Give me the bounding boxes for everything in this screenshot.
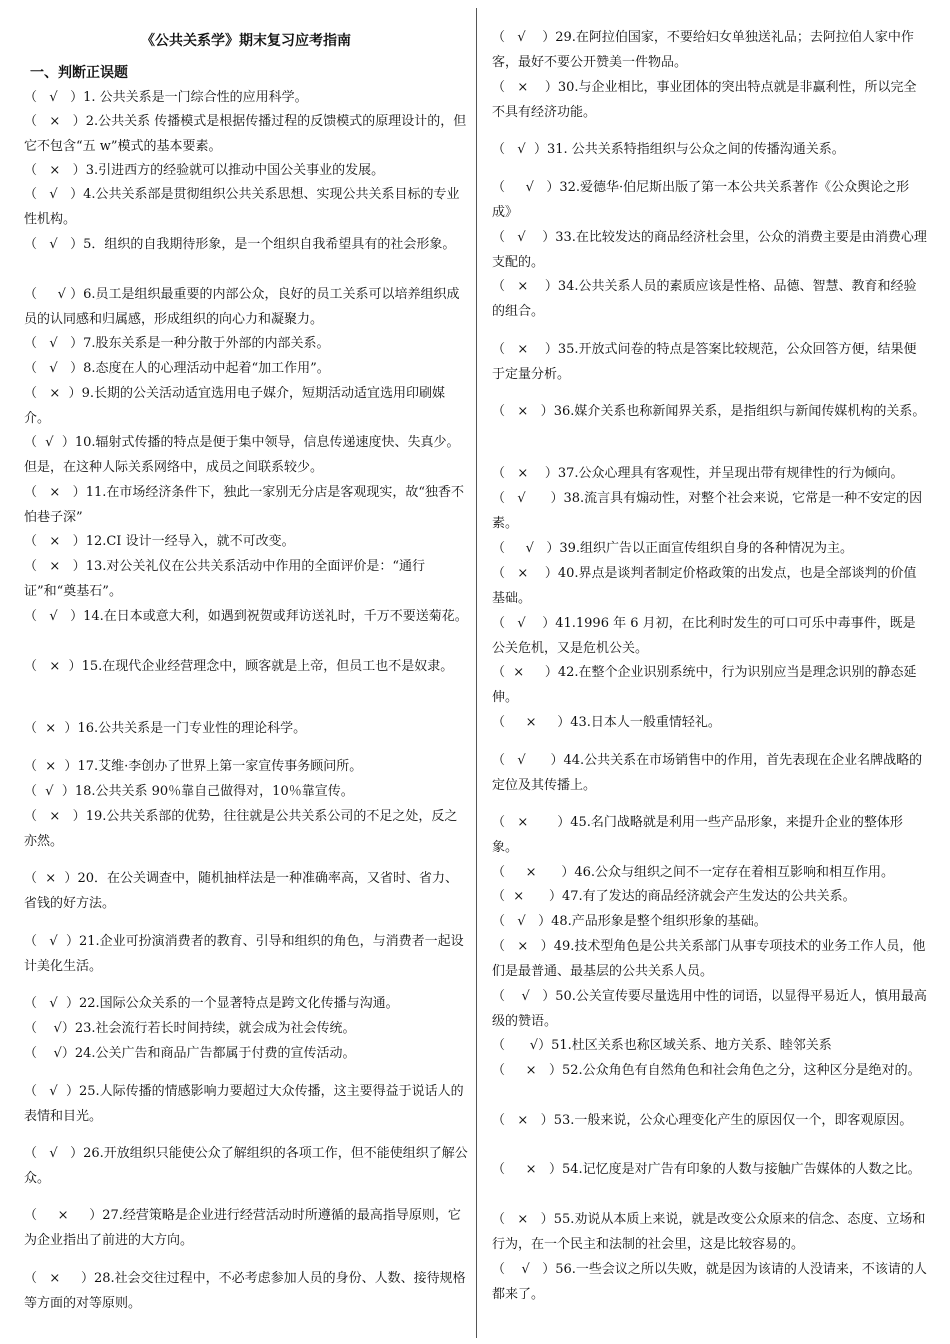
question-item: [24, 717, 468, 742]
question-text: 1. 公共关系是一门综合性的应用科学。: [83, 90, 308, 105]
answer-mark: （ √ ）: [492, 30, 556, 45]
answer-mark: （ × ）: [492, 715, 571, 730]
question-item: [24, 110, 468, 159]
question-text: 39.组织广告以正面宣传组织自身的各种情况为主。: [559, 541, 854, 556]
question-text: 16.公共关系是一门专业性的理论科学。: [77, 721, 307, 736]
question-item: [24, 1080, 468, 1129]
question-text: 36.媒介关系也称新闻界关系，是指组织与新闻传媒机构的关系。: [553, 404, 926, 419]
answer-mark: （ √ ）: [492, 914, 552, 929]
answer-mark: （ √ ）: [24, 996, 79, 1011]
answer-mark: （ √）: [492, 1038, 552, 1053]
answer-mark: （ × ）: [24, 534, 86, 549]
answer-mark: （ √ ）: [24, 1146, 84, 1161]
question-text: 31. 公共关系特指组织与公众之间的传播沟通关系。: [546, 142, 845, 157]
question-text: 7.股东关系是一种分散于外部的内部关系。: [83, 336, 330, 351]
question-text: 34.公共关系人员的素质应该是性格、品德、智慧、教育和经验的组合。: [492, 279, 917, 319]
question-text: 21.企业可扮演消费者的教育、引导和组织的角色，与消费者一起设计美化生活。: [24, 934, 464, 974]
question-text: 15.在现代企业经营理念中，顾客就是上帝，但员工也不是奴隶。: [81, 659, 454, 674]
question-item: [492, 1034, 928, 1059]
answer-mark: （ × ）: [24, 1271, 94, 1286]
answer-mark: （ √ ）: [492, 989, 556, 1004]
question-item: [492, 885, 928, 910]
answer-mark: （ √ ）: [24, 784, 75, 799]
question-item: [24, 481, 468, 530]
question-item: [24, 431, 468, 480]
question-item: [492, 985, 928, 1034]
question-text: 8.态度在人的心理活动中起着“加工作用”。: [83, 361, 330, 376]
question-item: [492, 138, 928, 163]
answer-mark: （ √ ）: [492, 230, 556, 245]
answer-mark: （ √ ）: [24, 435, 75, 450]
question-text: 4.公共关系部是贯彻组织公共关系思想、实现公共关系目标的专业性机构。: [24, 187, 460, 227]
question-text: 55.劝说从本质上来说，就是改变公众原来的信念、态度、立场和行为，在一个民主和法制的社会里，这是比较容易的。: [492, 1212, 926, 1252]
question-text: 3.引进西方的经验就可以推动中国公关事业的发展。: [85, 163, 385, 178]
question-item: [24, 332, 468, 357]
question-item: [492, 275, 928, 324]
answer-mark: （ × ）: [492, 939, 554, 954]
question-item: [24, 805, 468, 854]
question-text: 27.经营策略是企业进行经营活动时所遵循的最高指导原则，它为企业指出了前进的大方向。: [24, 1208, 461, 1248]
answer-mark: （ × ）: [24, 721, 78, 736]
question-text: 56.一些会议之所以失败，就是因为该请的人没请来，不该请的人都来了。: [492, 1262, 927, 1302]
question-item: [24, 283, 468, 332]
question-text: 46.公众与组织之间不一定存在着相互影响和相互作用。: [574, 865, 895, 880]
question-item: [492, 1158, 928, 1183]
question-text: 50.公关宣传要尽量选用中性的词语，以显得平易近人，慎用最高级的赞语。: [492, 989, 927, 1029]
answer-mark: （ √ ）: [24, 609, 84, 624]
question-text: 9.长期的公关活动适宜选用电子媒介，短期活动适宜选用印刷媒介。: [24, 386, 445, 426]
answer-mark: （ × ）: [492, 566, 558, 581]
answer-mark: （ × ）: [24, 871, 78, 886]
question-text: 13.对公关礼仪在公共关系活动中作用的全面评价是：“通行证”和“奠基石”。: [24, 559, 426, 599]
question-text: 33.在比较发达的商品经济杜会里，公众的消费主要是由消费心理支配的。: [492, 230, 927, 270]
answer-mark: （ √ ）: [492, 491, 564, 506]
question-item: [492, 400, 928, 425]
question-text: 48.产品形象是整个组织形象的基础。: [551, 914, 767, 929]
question-item: [24, 992, 468, 1017]
answer-mark: （ √ ）: [492, 616, 556, 631]
answer-mark: （ × ）: [492, 1113, 554, 1128]
answer-mark: （ √）: [24, 1046, 75, 1061]
question-text: 25.人际传播的情感影响力要超过大众传播，这主要得益于说话人的表情和目光。: [24, 1084, 464, 1124]
question-item: [492, 562, 928, 611]
question-item: [492, 1059, 928, 1084]
answer-mark: （ √ ）: [24, 187, 84, 202]
question-item: [24, 755, 468, 780]
answer-mark: （ × ）: [24, 559, 86, 574]
question-text: 35.开放式问卷的特点是答案比较规范，公众回答方便，结果便于定量分析。: [492, 342, 917, 382]
question-text: 54.记忆度是对广告有印象的人数与接触广告媒体的人数之比。: [561, 1162, 921, 1177]
question-text: 18.公共关系 90％靠自己做得对，10％靠宣传。: [74, 784, 354, 799]
question-text: 28.社会交往过程中，不必考虑参加人员的身份、人数、接待规格等方面的对等原则。: [24, 1271, 466, 1311]
question-item: [492, 861, 928, 886]
question-text: 14.在日本或意大利，如遇到祝贺或拜访送礼时，千万不要送菊花。: [83, 609, 468, 624]
question-item: [24, 867, 468, 916]
answer-mark: （ √ ）: [492, 142, 547, 157]
question-item: [24, 233, 468, 258]
question-text: 29.在阿拉伯国家，不要给妇女单独送礼品；去阿拉伯人家中作客，最好不要公开赞美一件物品。: [492, 30, 914, 70]
answer-mark: （ √ ）: [24, 336, 84, 351]
answer-mark: （ √ ）: [492, 753, 564, 768]
question-item: [492, 612, 928, 661]
question-text: 12.CI 设计一经导入，就不可改变。: [85, 534, 295, 549]
question-text: 5．组织的自我期待形象，是一个组织自我希望具有的社会形象。: [83, 237, 456, 252]
question-text: 45.名门战略就是利用一些产品形象，来提升企业的整体形象。: [492, 815, 903, 855]
question-item: [24, 183, 468, 232]
answer-mark: （ × ）: [492, 466, 558, 481]
question-text: 47.有了发达的商品经济就会产生发达的公共关系。: [561, 889, 856, 904]
answer-mark: （ × ）: [492, 279, 558, 294]
question-item: [24, 1204, 468, 1253]
question-text: 49.技术型角色是公共关系部门从事专项技术的业务工作人员，他们是最普通、最基层的公共关系人员。: [492, 939, 926, 979]
section-heading: 一、判断正误题: [30, 65, 128, 81]
question-item: [24, 655, 468, 680]
question-item: [492, 338, 928, 387]
answer-mark: （ √ ）: [24, 287, 84, 302]
answer-mark: （ × ）: [492, 1063, 562, 1078]
document-title: 《公共关系学》期末复习应考指南: [141, 33, 351, 49]
question-item: [24, 1142, 468, 1191]
question-item: [492, 711, 928, 736]
question-text: 40.界点是谈判者制定价格政策的出发点，也是全部谈判的价值基础。: [492, 566, 917, 606]
question-text: 17.艾维·李创办了世界上第一家宣传事务顾问所。: [77, 759, 363, 774]
question-item: [24, 555, 468, 604]
question-item: [492, 176, 928, 225]
question-item: [492, 910, 928, 935]
question-text: 22.国际公众关系的一个显著特点是跨文化传播与沟通。: [78, 996, 399, 1011]
answer-mark: （ √）: [24, 1021, 75, 1036]
question-item: [492, 462, 928, 487]
question-text: 32.爱德华·伯尼斯出版了第一本公共关系著作《公众舆论之形成》: [492, 180, 910, 220]
question-item: [492, 537, 928, 562]
question-text: 52.公众角色有自然角色和社会角色之分，这种区分是绝对的。: [561, 1063, 921, 1078]
answer-mark: （ √ ）: [492, 1262, 556, 1277]
question-item: [492, 487, 928, 536]
column-divider: [476, 8, 477, 1338]
answer-mark: （ × ）: [24, 809, 86, 824]
answer-mark: （ × ）: [492, 1162, 562, 1177]
question-text: 53.一般来说，公众心理变化产生的原因仅一个，即客观原因。: [553, 1113, 913, 1128]
question-text: 51.杜区关系也称区域关系、地方关系、睦邻关系: [551, 1038, 832, 1053]
question-item: [24, 930, 468, 979]
question-item: [492, 749, 928, 798]
answer-mark: （ × ）: [24, 759, 78, 774]
question-text: 43.日本人一般重情轻礼。: [570, 715, 721, 730]
answer-mark: （ √ ）: [24, 90, 84, 105]
answer-mark: （ √ ）: [24, 237, 84, 252]
question-text: 37.公众心理具有客观性，并呈现出带有规律性的行为倾向。: [557, 466, 904, 481]
answer-mark: （ × ）: [24, 659, 82, 674]
question-item: [492, 935, 928, 984]
question-item: [492, 661, 928, 710]
question-text: 10.辐射式传播的特点是便于集中领导，信息传递速度快、失真少。但是，在这种人际关系网络中，成员之间联系较少。: [24, 435, 460, 475]
question-item: [492, 811, 928, 860]
question-text: 19.公共关系部的优势，往往就是公共关系公司的不足之处，反之亦然。: [24, 809, 458, 849]
question-text: 30.与企业相比，事业团体的突出特点就是非赢利性，所以完全不具有经济功能。: [492, 80, 917, 120]
answer-mark: （ √ ）: [24, 1084, 79, 1099]
answer-mark: （ × ）: [492, 1212, 554, 1227]
question-text: 23.社会流行若长时间持续，就会成为社会传统。: [74, 1021, 356, 1036]
question-item: [492, 1109, 928, 1134]
answer-mark: （ × ）: [24, 485, 86, 500]
answer-mark: （ √ ）: [24, 361, 84, 376]
question-item: [24, 86, 468, 111]
answer-mark: （ × ）: [492, 665, 558, 680]
question-item: [492, 76, 928, 125]
answer-mark: （ × ）: [492, 342, 558, 357]
question-item: [24, 1017, 468, 1042]
answer-mark: （ × ）: [492, 404, 554, 419]
question-item: [24, 780, 468, 805]
answer-mark: （ × ）: [492, 865, 575, 880]
question-item: [492, 26, 928, 75]
answer-mark: （ √ ）: [492, 541, 560, 556]
question-text: 44.公共关系在市场销售中的作用，首先表现在企业名牌战略的定位及其传播上。: [492, 753, 923, 793]
question-item: [24, 530, 468, 555]
answer-mark: （ × ）: [24, 386, 82, 401]
question-item: [24, 1042, 468, 1067]
answer-mark: （ × ）: [24, 1208, 103, 1223]
question-item: [24, 357, 468, 382]
question-text: 2.公共关系 传播模式是根据传播过程的反馈模式的原理设计的，但它不包含“五 w”模式的基本要素。: [24, 114, 467, 154]
answer-mark: （ × ）: [24, 163, 86, 178]
question-item: [24, 382, 468, 431]
question-item: [492, 1258, 928, 1307]
question-item: [24, 1267, 468, 1316]
question-text: 11.在市场经济条件下，独此一家别无分店是客观现实，故“独香不怕巷子深”: [24, 485, 465, 525]
question-text: 41.1996 年 6 月初，在比利时发生的可口可乐中毒事件，既是公关危机，又是危机公关。: [492, 616, 916, 656]
answer-mark: （ √ ）: [24, 934, 79, 949]
question-text: 26.开放组织只能使公众了解组织的各项工作，但不能使组织了解公众。: [24, 1146, 468, 1186]
question-item: [24, 605, 468, 630]
question-text: 42.在整个企业识别系统中，行为识别应当是理念识别的静态延伸。: [492, 665, 917, 705]
answer-mark: （ √ ）: [492, 180, 560, 195]
question-item: [492, 1208, 928, 1257]
question-item: [492, 226, 928, 275]
question-item: [24, 159, 468, 184]
answer-mark: （ × ）: [24, 114, 86, 129]
question-text: 6.员工是组织最重要的内部公众，良好的员工关系可以培养组织成员的认同感和归属感，形成组织的向心力和凝聚力。: [24, 287, 460, 327]
question-text: 20．在公关调查中，随机抽样法是一种准确率高，又省时、省力、省钱的好方法。: [24, 871, 458, 911]
answer-mark: （ × ）: [492, 80, 558, 95]
question-text: 38.流言具有煽动性，对整个社会来说，它常是一种不安定的因素。: [492, 491, 923, 531]
answer-mark: （ × ）: [492, 815, 571, 830]
question-text: 24.公关广告和商品广告都属于付费的宣传活动。: [74, 1046, 356, 1061]
answer-mark: （ × ）: [492, 889, 562, 904]
